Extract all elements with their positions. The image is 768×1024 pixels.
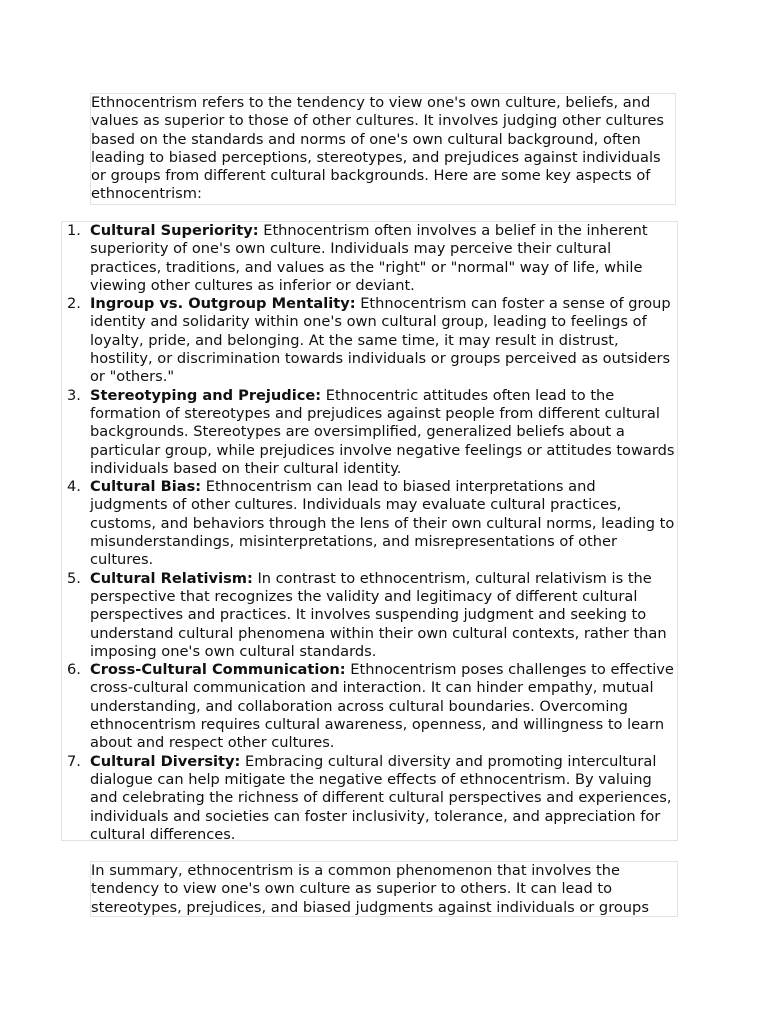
item-number: 2. xyxy=(67,295,81,313)
item-number: 1. xyxy=(67,222,81,239)
item-text: In contrast to ethnocentrism, cultural relativism is the perspective that recognizes the validity and legitimacy of different cultural perspectives and practices. It involves suspending judgment and seeking to understand cultural phenomena within their own cultural contexts, rather than imposing one's own cultural standards. xyxy=(90,569,667,660)
item-text: Ethnocentrism can foster a sense of group identity and solidarity within one's own cultural group, leading to feelings of loyalty, pride, and belonging. At the same time, it may result in distrust, hostility, or discrimination towards individuals or groups perceived as outsiders or "others." xyxy=(90,295,671,386)
item-number: 7. xyxy=(67,752,81,770)
item-text: Ethnocentrism often involves a belief in the inherent superiority of one's own culture. Individuals may perceive their cultural practices, traditions, and values as the "right" or "normal" way of life, while viewing other cultures as inferior or deviant. xyxy=(90,222,648,294)
item-text: Ethnocentrism poses challenges to effective cross-cultural communication and interaction. It can hinder empathy, mutual understanding, and collaboration across cultural boundaries. Overcoming ethnocentrism requires cultural awareness, openness, and willingness to learn about and respect other cultures. xyxy=(90,661,674,752)
item-text: Embracing cultural diversity and promoting intercultural dialogue can help mitigate the negative effects of ethnocentrism. By valuing and celebrating the richness of different cultural perspectives and experiences, individuals and societies can foster inclusivity, tolerance, and appreciation for cultural differences. xyxy=(90,752,672,843)
list-item xyxy=(62,478,677,569)
item-term: Stereotyping and Prejudice: xyxy=(90,386,322,404)
list-item xyxy=(62,661,677,752)
item-text: Ethnocentrism can lead to biased interpretations and judgments of other cultures. Individuals may evaluate cultural practices, customs, and behaviors through the lens of their own cultural norms, leading to misunderstandings, misinterpretations, and misrepresentations of other cultures. xyxy=(90,478,675,569)
aspects-list xyxy=(61,221,678,841)
item-text: Ethnocentric attitudes often lead to the formation of stereotypes and prejudices against people from different cultural backgrounds. Stereotypes are oversimplified, generalized beliefs about a particular group, while prejudices involve negative feelings or attitudes towards individuals based on their cultural identity. xyxy=(90,386,675,477)
list-item xyxy=(62,753,677,844)
summary-paragraph: In summary, ethnocentrism is a common phenomenon that involves the tendency to view one's own culture as superior to others. It can lead to stereotypes, prejudices, and biased judgments against individuals or groups xyxy=(90,861,678,917)
list-item xyxy=(62,387,677,478)
item-term: Cultural Relativism: xyxy=(90,569,253,587)
item-term: Cross-Cultural Communication: xyxy=(90,661,346,679)
item-number: 6. xyxy=(67,661,81,679)
item-term: Cultural Bias: xyxy=(90,478,202,496)
item-term: Ingroup vs. Outgroup Mentality: xyxy=(90,295,356,313)
list-item xyxy=(62,222,677,295)
item-number: 4. xyxy=(67,478,81,496)
item-number: 3. xyxy=(67,386,81,404)
intro-paragraph: Ethnocentrism refers to the tendency to view one's own culture, beliefs, and values as superior to those of other cultures. It involves judging other cultures based on the standards and norms of one's own cultural background, often leading to biased perceptions, stereotypes, and prejudices against individuals or groups from different cultural backgrounds. Here are some key aspects of ethnocentrism: xyxy=(90,93,676,205)
item-term: Cultural Superiority: xyxy=(90,222,259,239)
list-item xyxy=(62,295,677,386)
item-number: 5. xyxy=(67,569,81,587)
list-item xyxy=(62,570,677,661)
item-term: Cultural Diversity: xyxy=(90,752,241,770)
